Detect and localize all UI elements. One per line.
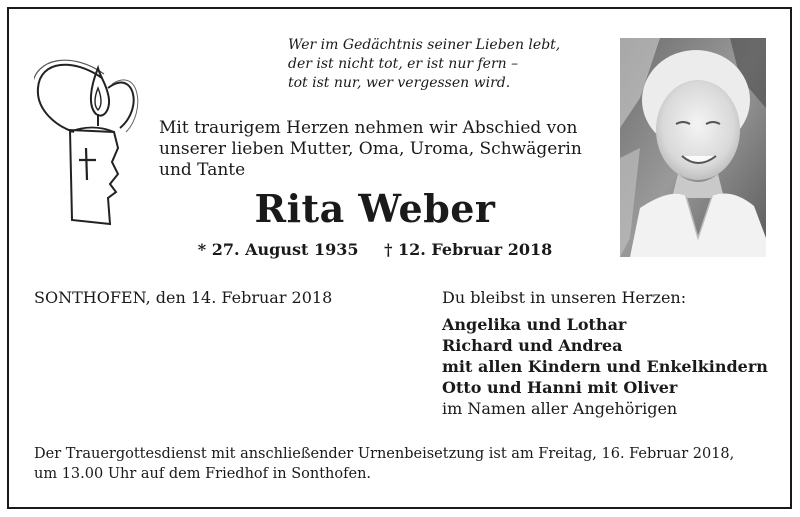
service-info [34, 444, 774, 484]
intro-line: unserer lieben Mutter, Oma, Uroma, Schwägerin [159, 139, 582, 159]
mourners-list [442, 314, 768, 419]
mourner-name: Richard und Andrea [442, 336, 623, 355]
mourners-heading: Du bleibst in unseren Herzen: [442, 288, 687, 307]
memorial-quote [288, 36, 608, 93]
place-and-date: SONTHOFEN, den 14. Februar 2018 [34, 288, 333, 307]
birth-date: * 27. August 1935 [197, 240, 359, 259]
service-line: Der Trauergottesdienst mit anschließender Urnenbeisetzung ist am Freitag, 16. Februar 2018, [34, 446, 735, 462]
mourner-name: Otto und Hanni mit Oliver [442, 378, 678, 397]
mourner-name: mit allen Kindern und Enkelkindern [442, 357, 768, 376]
intro-line: und Tante [159, 160, 246, 180]
life-dates [160, 240, 590, 259]
quote-line: der ist nicht tot, er ist nur fern – [288, 56, 519, 72]
candle-icon [34, 48, 144, 230]
service-line: um 13.00 Uhr auf dem Friedhof in Sonthofen. [34, 466, 372, 482]
mourner-name: Angelika und Lothar [442, 315, 627, 334]
portrait-photo [620, 38, 766, 257]
mourners-closing: im Namen aller Angehörigen [442, 399, 678, 418]
quote-line: tot ist nur, wer vergessen wird. [288, 75, 511, 91]
farewell-text [159, 118, 609, 181]
intro-line: Mit traurigem Herzen nehmen wir Abschied von [159, 118, 578, 138]
quote-line: Wer im Gedächtnis seiner Lieben lebt, [288, 37, 561, 53]
death-date: † 12. Februar 2018 [384, 240, 553, 259]
deceased-name: Rita Weber [254, 186, 496, 231]
